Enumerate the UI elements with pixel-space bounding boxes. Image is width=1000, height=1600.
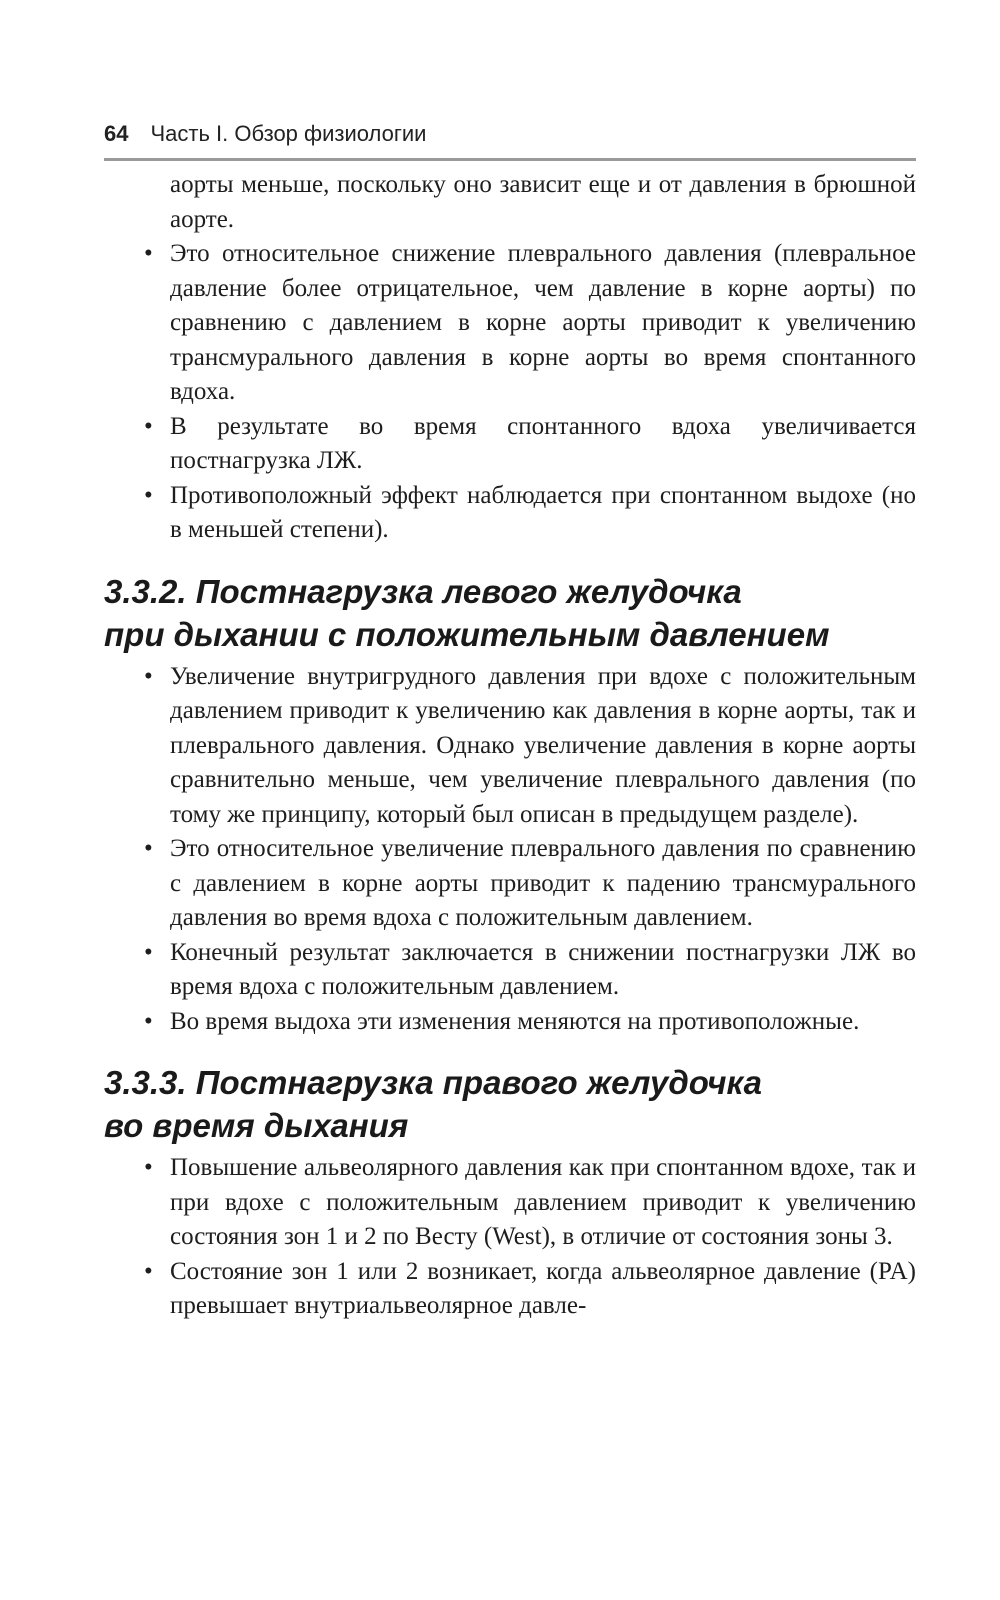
section-title-line: при дыхании с положительным давлением	[104, 615, 830, 653]
list-item: • Конечный результат заключается в снижении постнагрузки ЛЖ во время вдоха с положительным давлением.	[104, 936, 916, 1005]
intro-bullet-list	[104, 168, 916, 548]
section-title-line: 3.3.3. Постнагрузка правого желудочка	[104, 1064, 762, 1101]
list-item: • Повышение альвеолярного давления как при спонтанном вдохе, так и при вдохе с положительным давлением приводит к увеличению состояния зон 1 и 2 по Весту (West), в отличие от состояния зоны 3.	[104, 1151, 916, 1255]
section-heading-3-3-2	[104, 570, 916, 656]
running-head	[104, 118, 916, 161]
list-item: • Противоположный эффект наблюдается при спонтанном выдохе (но в меньшей степени).	[104, 479, 916, 548]
page-content	[104, 168, 916, 1324]
continued-paragraph: аорты меньше, поскольку оно зависит еще и от давления в брюшной аорте.	[170, 171, 916, 233]
list-item: • Это относительное увеличение плеврального давления по сравнению с давлением в корне аорты приводит к падению трансмурального давления во время вдоха с положительным давлением.	[104, 832, 916, 936]
page-number: 64	[104, 121, 129, 146]
section-3-3-3-bullet-list	[104, 1151, 916, 1324]
section-3-3-2-bullet-list	[104, 660, 916, 1040]
section-heading-3-3-3	[104, 1061, 916, 1147]
running-head-title: Часть I. Обзор физиологии	[150, 121, 427, 146]
list-item: • Во время выдоха эти изменения меняются на противоположные.	[104, 1005, 916, 1040]
list-item: • Состояние зон 1 или 2 возникает, когда альвеолярное давление (PA) превышает внутриальвеолярное давле-	[104, 1255, 916, 1324]
list-item: • Увеличение внутригрудного давления при вдохе с положительным давлением приводит к увеличению как давления в корне аорты, так и плеврального давления. Однако увеличение давления в корне аорты сравнительно меньше, чем увеличение плеврального давления (по тому же принципу, который был описан в предыдущем разделе).	[104, 660, 916, 833]
section-title-line: 3.3.2. Постнагрузка левого желудочка	[104, 572, 742, 610]
section-title-line: во время дыхания	[104, 1107, 409, 1144]
list-item: • Это относительное снижение плеврального давления (плевральное давление более отрицательное, чем давление в корне аорты) по сравнению с давлением в корне аорты приводит к увеличению трансмурального давления в корне аорты во время спонтанного вдоха.	[104, 237, 916, 410]
list-item: • В результате во время спонтанного вдоха увеличивается постнагрузка ЛЖ.	[104, 410, 916, 479]
